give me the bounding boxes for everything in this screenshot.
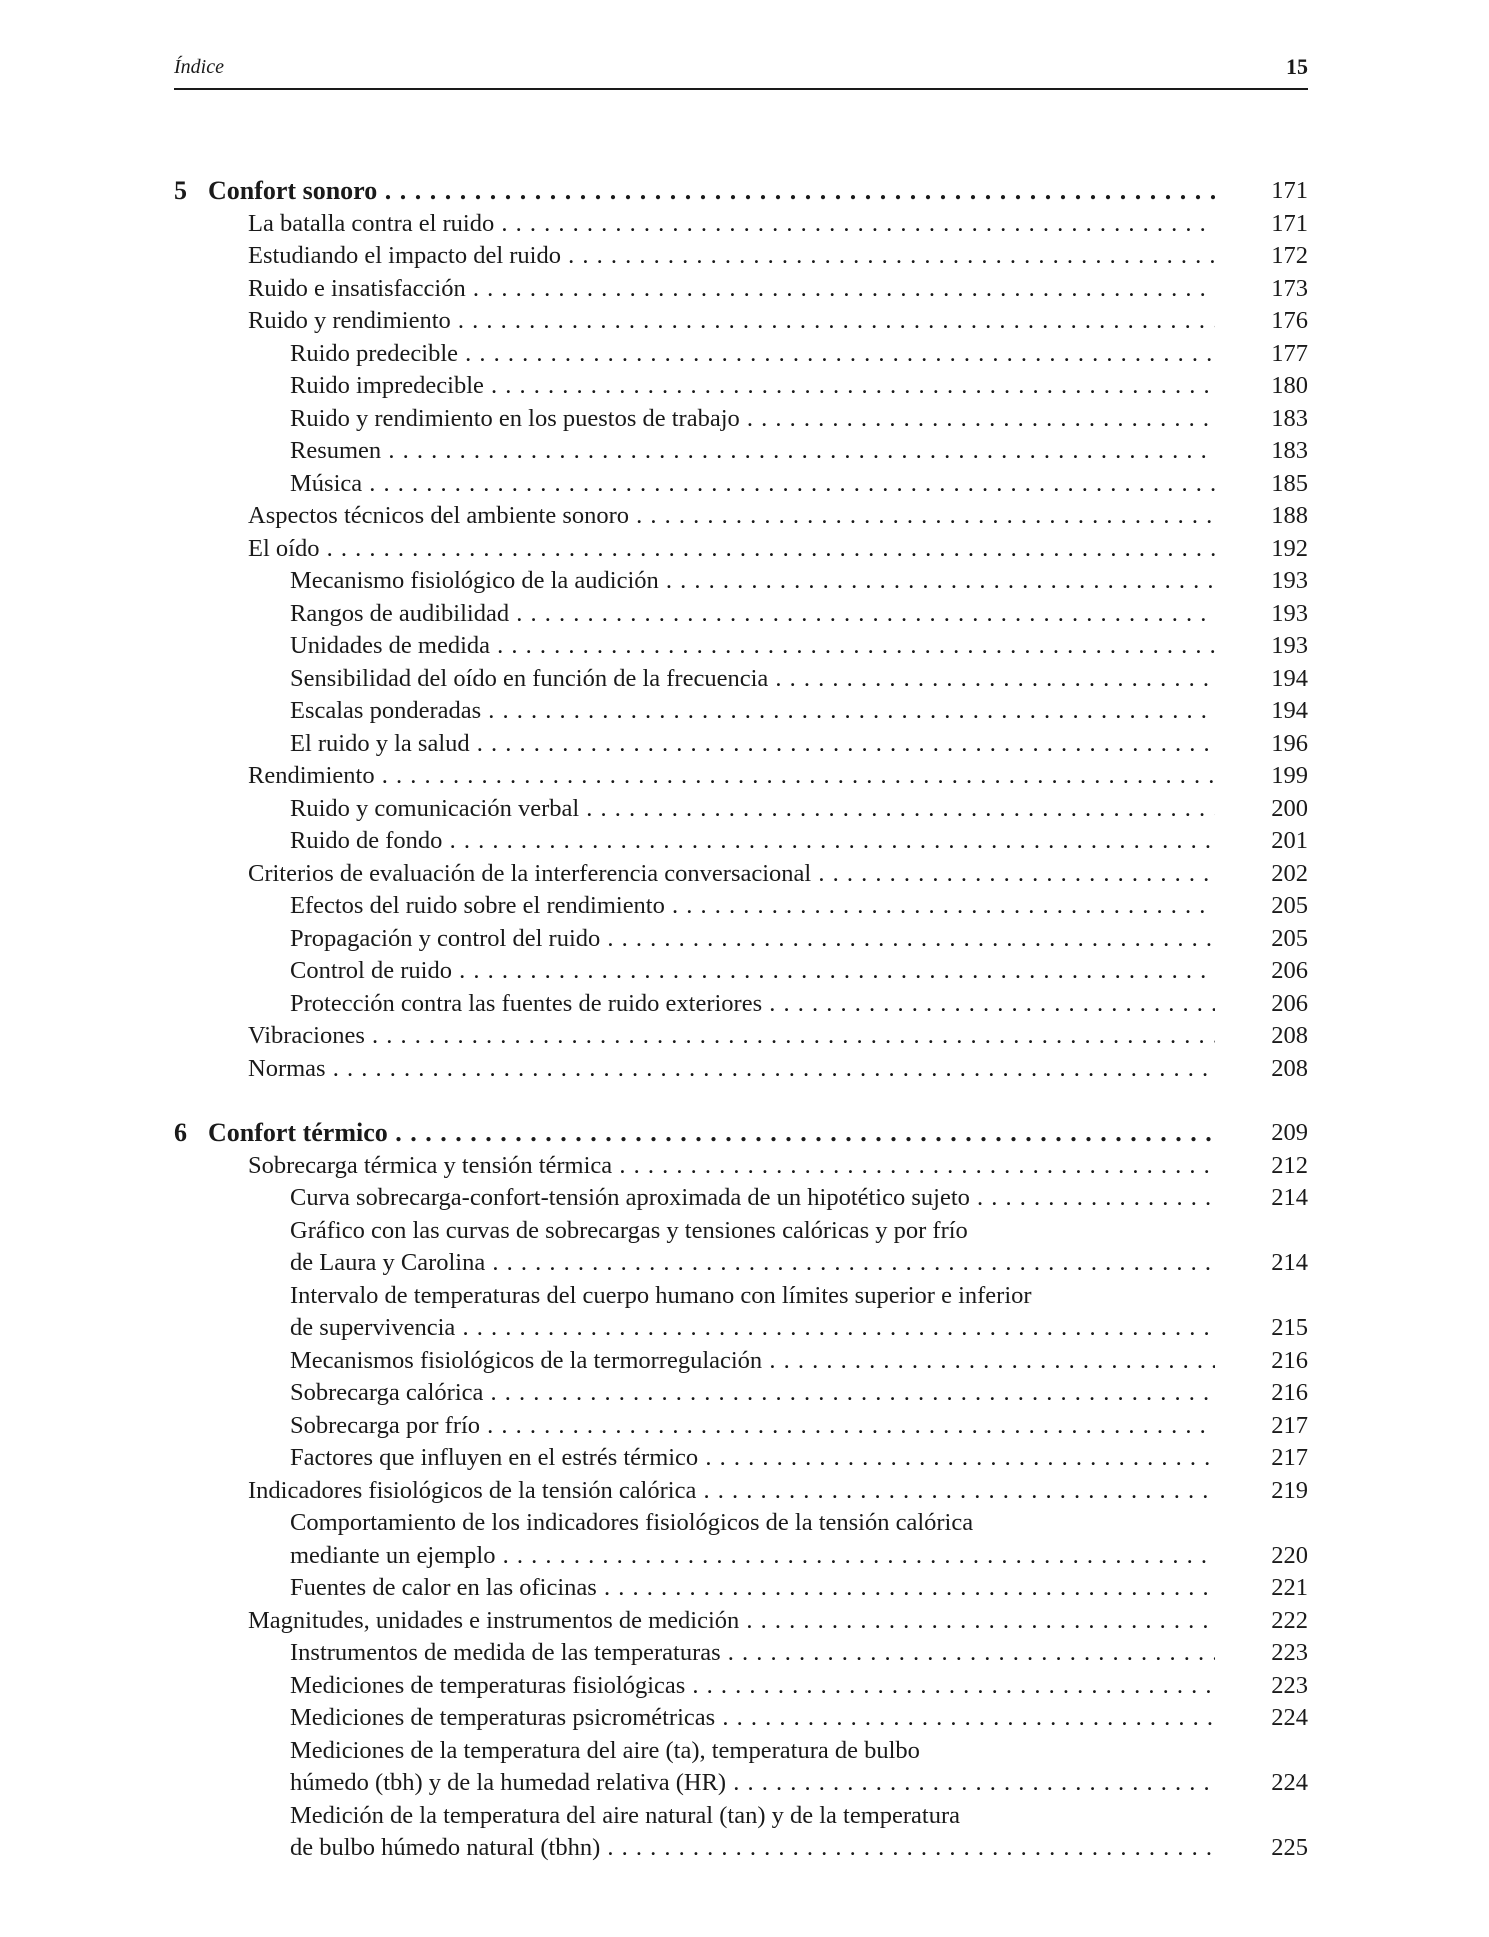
toc-entry-row [174, 1605, 1308, 1638]
toc-entry-row [174, 273, 1308, 306]
toc-entry-row [174, 1475, 1308, 1508]
toc-entry-title: de bulbo húmedo natural (tbhn) . . . [290, 1832, 1215, 1865]
toc-entry-row [174, 760, 1308, 793]
toc-entry-page: 214 [1271, 1184, 1308, 1211]
toc-entry-row [174, 1540, 1308, 1573]
toc-entry-row [174, 1053, 1308, 1086]
toc-entry-title: Sensibilidad del oído en función de la frecuencia . . . [290, 663, 1215, 696]
toc-entry-row [174, 370, 1308, 403]
toc-entry-title: Resumen . . . [290, 435, 1215, 468]
toc-entry-row [174, 598, 1308, 631]
toc-entry-row [174, 1572, 1308, 1605]
toc-entry-title: de Laura y Carolina . . . [290, 1247, 1215, 1280]
toc-entry-title: Ruido y rendimiento . . . [248, 305, 1215, 338]
toc-entry-title: Magnitudes, unidades e instrumentos de medición . . . [248, 1605, 1215, 1638]
toc-entry-title: Instrumentos de medida de las temperaturas . . . [290, 1637, 1215, 1670]
toc-entry-row [174, 1247, 1308, 1280]
toc-entry-row [174, 1735, 1308, 1768]
toc-entry-page: 205 [1271, 892, 1308, 919]
toc-entry-title: El ruido y la salud . . . [290, 728, 1215, 761]
toc-entry-page: 219 [1271, 1476, 1308, 1504]
toc-entry-page: 194 [1271, 697, 1308, 724]
toc-entry-row [174, 1442, 1308, 1475]
toc-entry-title: Criterios de evaluación de la interferencia conversacional . . . [248, 858, 1215, 891]
toc-entry-title: Indicadores fisiológicos de la tensión calórica . . . [248, 1475, 1215, 1508]
table-of-contents [174, 175, 1308, 1865]
chapter-heading-row [174, 1117, 1308, 1150]
toc-entry-title: Control de ruido . . . [290, 955, 1215, 988]
toc-entry-title-line1: Gráfico con las curvas de sobrecargas y tensiones calóricas y por frío [290, 1216, 968, 1244]
toc-entry-page: 206 [1271, 989, 1308, 1017]
toc-entry-page: 201 [1271, 827, 1308, 854]
toc-entry-title: Efectos del ruido sobre el rendimiento . . . [290, 890, 1215, 923]
toc-entry-row [174, 728, 1308, 761]
toc-entry-row [174, 338, 1308, 371]
toc-entry-page: 193 [1271, 599, 1308, 627]
toc-entry-row [174, 500, 1308, 533]
toc-entry-page: 223 [1271, 1639, 1308, 1666]
toc-entry-title-line1: Intervalo de temperaturas del cuerpo humano con límites superior e inferior [290, 1281, 1032, 1309]
toc-entry-title: Ruido de fondo . . . [290, 825, 1215, 858]
toc-entry-page: 172 [1271, 242, 1308, 269]
toc-entry-page: 220 [1271, 1541, 1308, 1569]
toc-entry-title: Mecanismo fisiológico de la audición . . . [290, 565, 1215, 598]
toc-entry-title: Música . . . [290, 468, 1215, 501]
toc-entry-title: Normas . . . [248, 1053, 1215, 1086]
toc-entry-row [174, 1410, 1308, 1443]
toc-entry-page: 193 [1271, 632, 1308, 659]
toc-entry-row [174, 1767, 1308, 1800]
toc-entry-row [174, 1507, 1308, 1540]
toc-entry-title: El oído . . . [248, 533, 1215, 566]
toc-entry-page: 183 [1271, 437, 1308, 464]
toc-entry-title: Ruido impredecible . . . [290, 370, 1215, 403]
toc-entry-title: Escalas ponderadas . . . [290, 695, 1215, 728]
toc-entry-title: mediante un ejemplo . . . [290, 1540, 1215, 1573]
toc-entry-row [174, 825, 1308, 858]
toc-entry-title: Rendimiento . . . [248, 760, 1215, 793]
toc-entry-title: Unidades de medida . . . [290, 630, 1215, 663]
chapter-number: 6 [174, 1118, 187, 1147]
running-header [174, 56, 1308, 90]
toc-entry-page: 224 [1271, 1769, 1308, 1796]
toc-entry-page: 212 [1271, 1151, 1308, 1179]
toc-entry-title: Ruido y rendimiento en los puestos de trabajo . . . [290, 403, 1215, 436]
toc-entry-page: 176 [1271, 307, 1308, 334]
toc-entry-page: 224 [1271, 1704, 1308, 1731]
toc-entry-title: Factores que influyen en el estrés térmico . . . [290, 1442, 1215, 1475]
toc-entry-row [174, 468, 1308, 501]
toc-entry-row [174, 435, 1308, 468]
chapter-number: 5 [174, 176, 187, 205]
header-page-number: 15 [1286, 54, 1308, 79]
toc-entry-row [174, 663, 1308, 696]
toc-entry-title-line1: Mediciones de la temperatura del aire (ta), temperatura de bulbo [290, 1736, 920, 1764]
toc-entry-row [174, 1312, 1308, 1345]
toc-entry-page: 193 [1271, 567, 1308, 594]
toc-entry-row [174, 890, 1308, 923]
toc-entry-row [174, 923, 1308, 956]
toc-entry-row [174, 1280, 1308, 1313]
toc-entry-page: 216 [1271, 1346, 1308, 1374]
toc-entry-row [174, 305, 1308, 338]
toc-entry-title: húmedo (tbh) y de la humedad relativa (HR) . . . [290, 1767, 1215, 1800]
toc-entry-title: Estudiando el impacto del ruido . . . [248, 240, 1215, 273]
toc-entry-page: 171 [1271, 209, 1308, 237]
toc-entry-page: 180 [1271, 372, 1308, 399]
toc-entry-title: Ruido predecible . . . [290, 338, 1215, 371]
toc-entry-row [174, 1670, 1308, 1703]
toc-entry-title-line1: Comportamiento de los indicadores fisiológicos de la tensión calórica [290, 1509, 974, 1536]
toc-entry-title-line1: Medición de la temperatura del aire natural (tan) y de la temperatura [290, 1801, 961, 1829]
toc-entry-title: Mediciones de temperaturas psicrométricas . . . [290, 1702, 1215, 1735]
toc-entry-title: Mecanismos fisiológicos de la termorregulación . . . [290, 1345, 1215, 1378]
toc-entry-row [174, 695, 1308, 728]
toc-entry-page: 202 [1271, 859, 1308, 887]
toc-entry-page: 217 [1271, 1411, 1308, 1439]
chapter-page: 209 [1271, 1119, 1308, 1146]
toc-entry-page: 208 [1271, 1054, 1308, 1082]
toc-entry-row [174, 988, 1308, 1021]
toc-entry-row [174, 208, 1308, 241]
toc-entry-title: Curva sobrecarga-confort-tensión aproximada de un hipotético sujeto . . . [290, 1182, 1215, 1215]
toc-entry-page: 206 [1271, 957, 1308, 984]
toc-entry-page: 192 [1271, 534, 1308, 562]
toc-entry-page: 177 [1271, 339, 1308, 367]
toc-entry-title: Protección contra las fuentes de ruido exteriores . . . [290, 988, 1215, 1021]
toc-entry-page: 217 [1271, 1444, 1308, 1471]
header-rule [174, 88, 1308, 90]
toc-entry-title: de supervivencia . . . [290, 1312, 1215, 1345]
toc-entry-row [174, 1377, 1308, 1410]
header-section-title: Índice [174, 56, 224, 78]
toc-entry-page: 221 [1271, 1574, 1308, 1601]
toc-entry-page: 188 [1271, 502, 1308, 529]
toc-entry-page: 222 [1271, 1606, 1308, 1634]
toc-entry-page: 216 [1271, 1379, 1308, 1406]
toc-entry-page: 208 [1271, 1022, 1308, 1049]
chapter-title: Confort sonoro . . . [208, 175, 1215, 208]
chapter-page: 171 [1271, 177, 1308, 204]
toc-entry-row [174, 1020, 1308, 1053]
toc-entry-row [174, 565, 1308, 598]
chapter-heading-row [174, 175, 1308, 208]
toc-entry-title: Ruido e insatisfacción . . . [248, 273, 1215, 306]
toc-entry-title: Sobrecarga por frío . . . [290, 1410, 1215, 1443]
toc-entry-page: 200 [1271, 794, 1308, 822]
toc-entry-title: Fuentes de calor en las oficinas . . . [290, 1572, 1215, 1605]
toc-entry-page: 183 [1271, 404, 1308, 432]
toc-entry-page: 196 [1271, 729, 1308, 757]
toc-entry-row [174, 630, 1308, 663]
toc-entry-page: 215 [1271, 1314, 1308, 1341]
toc-entry-page: 214 [1271, 1249, 1308, 1276]
toc-entry-row [174, 1345, 1308, 1378]
toc-entry-row [174, 533, 1308, 566]
toc-entry-title: Vibraciones . . . [248, 1020, 1215, 1053]
toc-entry-row [174, 1637, 1308, 1670]
toc-entry-title: Aspectos técnicos del ambiente sonoro . . . [248, 500, 1215, 533]
toc-entry-title: Sobrecarga calórica . . . [290, 1377, 1215, 1410]
toc-entry-title: Sobrecarga térmica y tensión térmica . . . [248, 1150, 1215, 1183]
toc-entry-row [174, 1832, 1308, 1865]
toc-entry-page: 194 [1271, 664, 1308, 692]
toc-entry-row [174, 858, 1308, 891]
toc-entry-page: 205 [1271, 924, 1308, 952]
toc-entry-page: 173 [1271, 274, 1308, 302]
toc-entry-page: 225 [1271, 1834, 1308, 1861]
toc-entry-title: Propagación y control del ruido . . . [290, 923, 1215, 956]
toc-entry-row [174, 1182, 1308, 1215]
toc-entry-title: Mediciones de temperaturas fisiológicas . . . [290, 1670, 1215, 1703]
chapter-title: Confort térmico . . . [208, 1117, 1215, 1150]
toc-entry-row [174, 955, 1308, 988]
toc-entry-title: Rangos de audibilidad . . . [290, 598, 1215, 631]
toc-entry-title: Ruido y comunicación verbal . . . [290, 793, 1215, 826]
toc-entry-page: 199 [1271, 762, 1308, 789]
toc-entry-page: 185 [1271, 469, 1308, 497]
toc-entry-page: 223 [1271, 1671, 1308, 1699]
toc-entry-row [174, 403, 1308, 436]
toc-entry-title: La batalla contra el ruido . . . [248, 208, 1215, 241]
toc-entry-row [174, 1215, 1308, 1248]
toc-entry-row [174, 1800, 1308, 1833]
toc-entry-row [174, 240, 1308, 273]
toc-entry-row [174, 1150, 1308, 1183]
toc-entry-row [174, 793, 1308, 826]
toc-entry-row [174, 1702, 1308, 1735]
